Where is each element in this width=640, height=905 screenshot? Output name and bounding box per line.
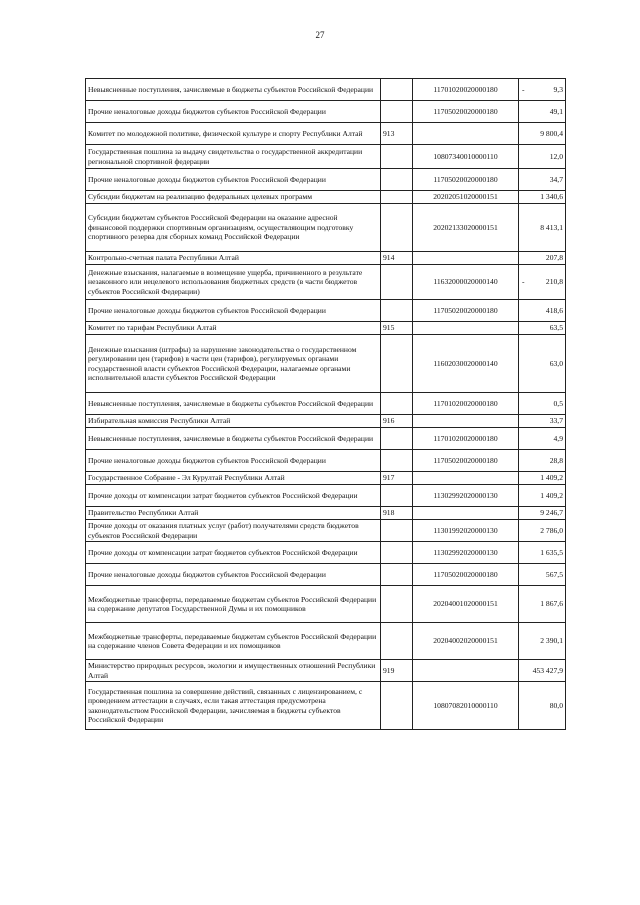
row-amount-cell bbox=[519, 428, 566, 450]
row-name-cell: Межбюджетные трансферты, передаваемые бюджетам субъектов Российской Федерации на содержание членов Совета Федерации и их помощников bbox=[86, 623, 381, 660]
row-revenue-code-cell: 11302992020000130 bbox=[413, 485, 519, 507]
table-row bbox=[86, 252, 566, 265]
row-amount-cell bbox=[519, 169, 566, 191]
amount-value: 2 786,0 bbox=[540, 525, 563, 535]
amount-value: 34,7 bbox=[549, 174, 563, 184]
table-row bbox=[86, 300, 566, 322]
row-name-cell: Невыясненные поступления, зачисляемые в бюджеты субъектов Российской Федерации bbox=[86, 79, 381, 101]
row-admin-code-cell: 915 bbox=[381, 322, 413, 335]
amount-value: 9,3 bbox=[553, 84, 563, 94]
amount-value: 1 635,5 bbox=[540, 547, 563, 557]
row-amount-cell bbox=[519, 335, 566, 393]
table-row bbox=[86, 660, 566, 682]
row-amount-cell bbox=[519, 393, 566, 415]
row-revenue-code-cell bbox=[413, 252, 519, 265]
row-admin-code-cell bbox=[381, 520, 413, 542]
row-name-cell: Государственная пошлина за совершение действий, связанных с лицензированием, с проведением аттестации в случаях, если такая аттестация предусмотрена законодательством Российской Федерации, зачисляемая в бюджеты субъектов Российской Федерации bbox=[86, 682, 381, 730]
row-admin-code-cell: 919 bbox=[381, 660, 413, 682]
amount-value: 9 800,4 bbox=[540, 128, 563, 138]
row-amount-cell bbox=[519, 485, 566, 507]
row-name-cell: Комитет по молодежной политике, физической культуре и спорту Республики Алтай bbox=[86, 123, 381, 145]
row-revenue-code-cell: 11701020020000180 bbox=[413, 393, 519, 415]
row-admin-code-cell bbox=[381, 101, 413, 123]
row-admin-code-cell bbox=[381, 335, 413, 393]
amount-value: 453 427,9 bbox=[532, 665, 563, 675]
amount-value: 1 867,6 bbox=[540, 599, 563, 609]
row-amount-cell bbox=[519, 450, 566, 472]
table-row bbox=[86, 428, 566, 450]
table-row bbox=[86, 169, 566, 191]
row-amount-cell bbox=[519, 322, 566, 335]
row-revenue-code-cell: 11705020020000180 bbox=[413, 564, 519, 586]
table-row bbox=[86, 472, 566, 485]
row-amount-cell bbox=[519, 123, 566, 145]
amount-value: 80,0 bbox=[549, 700, 563, 710]
table-row bbox=[86, 520, 566, 542]
table-row bbox=[86, 101, 566, 123]
row-amount-cell bbox=[519, 586, 566, 623]
row-amount-cell bbox=[519, 252, 566, 265]
table-row bbox=[86, 393, 566, 415]
table-row bbox=[86, 322, 566, 335]
row-admin-code-cell: 918 bbox=[381, 507, 413, 520]
row-name-cell: Невыясненные поступления, зачисляемые в бюджеты субъектов Российской Федерации bbox=[86, 393, 381, 415]
amount-value: 207,8 bbox=[545, 253, 563, 263]
amount-value: 33,7 bbox=[549, 416, 563, 426]
table-row bbox=[86, 123, 566, 145]
row-amount-cell bbox=[519, 415, 566, 428]
table-row bbox=[86, 204, 566, 252]
amount-value: 63,0 bbox=[549, 358, 563, 368]
row-revenue-code-cell: 10807082010000110 bbox=[413, 682, 519, 730]
row-admin-code-cell bbox=[381, 682, 413, 730]
row-name-cell: Министерство природных ресурсов, экологии и имущественных отношений Республики Алтай bbox=[86, 660, 381, 682]
row-name-cell: Прочие неналоговые доходы бюджетов субъектов Российской Федерации bbox=[86, 101, 381, 123]
row-admin-code-cell: 917 bbox=[381, 472, 413, 485]
row-admin-code-cell: 913 bbox=[381, 123, 413, 145]
table-row bbox=[86, 415, 566, 428]
row-amount-cell bbox=[519, 145, 566, 169]
row-name-cell: Невыясненные поступления, зачисляемые в бюджеты субъектов Российской Федерации bbox=[86, 428, 381, 450]
row-amount-cell bbox=[519, 520, 566, 542]
row-name-cell: Комитет по тарифам Республики Алтай bbox=[86, 322, 381, 335]
row-admin-code-cell bbox=[381, 586, 413, 623]
row-revenue-code-cell: 11701020020000180 bbox=[413, 428, 519, 450]
row-name-cell: Государственная пошлина за выдачу свидетельства о государственной аккредитации региональной спортивной федерации bbox=[86, 145, 381, 169]
row-name-cell: Правительство Республики Алтай bbox=[86, 507, 381, 520]
row-name-cell: Прочие неналоговые доходы бюджетов субъектов Российской Федерации bbox=[86, 169, 381, 191]
row-revenue-code-cell: 11705020020000180 bbox=[413, 101, 519, 123]
table-row bbox=[86, 145, 566, 169]
dash-mark: - bbox=[522, 276, 525, 286]
amount-value: 12,0 bbox=[549, 151, 563, 161]
row-revenue-code-cell bbox=[413, 322, 519, 335]
row-admin-code-cell bbox=[381, 265, 413, 300]
row-revenue-code-cell bbox=[413, 507, 519, 520]
amount-value: 2 390,1 bbox=[540, 636, 563, 646]
row-admin-code-cell bbox=[381, 204, 413, 252]
row-amount-cell bbox=[519, 682, 566, 730]
table-row bbox=[86, 623, 566, 660]
row-amount-cell bbox=[519, 623, 566, 660]
row-admin-code-cell bbox=[381, 169, 413, 191]
row-revenue-code-cell: 11705020020000180 bbox=[413, 450, 519, 472]
row-name-cell: Субсидии бюджетам субъектов Российской Федерации на оказание адресной финансовой поддержки спортивным организациям, осуществляющим подготовку спортивного резерва для сборных команд Российской Федерации bbox=[86, 204, 381, 252]
amount-value: 9 246,7 bbox=[540, 508, 563, 518]
amount-value: 8 413,1 bbox=[540, 222, 563, 232]
table-row bbox=[86, 564, 566, 586]
row-admin-code-cell bbox=[381, 79, 413, 101]
row-revenue-code-cell: 20204002020000151 bbox=[413, 623, 519, 660]
row-admin-code-cell bbox=[381, 542, 413, 564]
table-row bbox=[86, 586, 566, 623]
row-revenue-code-cell: 20204001020000151 bbox=[413, 586, 519, 623]
row-revenue-code-cell bbox=[413, 123, 519, 145]
table-row bbox=[86, 265, 566, 300]
amount-value: 1 340,6 bbox=[540, 192, 563, 202]
table-row bbox=[86, 485, 566, 507]
row-revenue-code-cell: 11301992020000130 bbox=[413, 520, 519, 542]
row-revenue-code-cell: 11705020020000180 bbox=[413, 300, 519, 322]
table-row bbox=[86, 79, 566, 101]
amount-value: 49,1 bbox=[549, 106, 563, 116]
row-admin-code-cell bbox=[381, 623, 413, 660]
amount-value: 28,8 bbox=[549, 455, 563, 465]
row-admin-code-cell bbox=[381, 564, 413, 586]
row-revenue-code-cell bbox=[413, 472, 519, 485]
table-row bbox=[86, 507, 566, 520]
row-admin-code-cell bbox=[381, 428, 413, 450]
row-admin-code-cell bbox=[381, 450, 413, 472]
row-revenue-code-cell: 20202133020000151 bbox=[413, 204, 519, 252]
row-name-cell: Денежные взыскания, налагаемые в возмещение ущерба, причиненного в результате незаконного или нецелевого использования бюджетных средств (в части бюджетов субъектов Российской Федерации) bbox=[86, 265, 381, 300]
table-row bbox=[86, 191, 566, 204]
row-name-cell: Прочие доходы от оказания платных услуг (работ) получателями средств бюджетов субъектов Российской Федерации bbox=[86, 520, 381, 542]
row-revenue-code-cell: 11701020020000180 bbox=[413, 79, 519, 101]
revenue-table bbox=[85, 78, 566, 730]
table-row bbox=[86, 542, 566, 564]
row-admin-code-cell: 916 bbox=[381, 415, 413, 428]
table-row bbox=[86, 450, 566, 472]
row-admin-code-cell bbox=[381, 485, 413, 507]
row-amount-cell bbox=[519, 507, 566, 520]
row-revenue-code-cell: 11632000020000140 bbox=[413, 265, 519, 300]
row-name-cell: Контрольно-счетная палата Республики Алтай bbox=[86, 252, 381, 265]
row-amount-cell bbox=[519, 79, 566, 101]
row-amount-cell bbox=[519, 472, 566, 485]
amount-value: 567,5 bbox=[545, 569, 563, 579]
amount-value: 1 409,2 bbox=[540, 490, 563, 500]
row-name-cell: Государственное Собрание - Эл Курултай Республики Алтай bbox=[86, 472, 381, 485]
row-revenue-code-cell: 11705020020000180 bbox=[413, 169, 519, 191]
row-name-cell: Прочие неналоговые доходы бюджетов субъектов Российской Федерации bbox=[86, 564, 381, 586]
page-number: 27 bbox=[315, 30, 325, 40]
row-name-cell: Избирательная комиссия Республики Алтай bbox=[86, 415, 381, 428]
amount-value: 0,5 bbox=[553, 398, 563, 408]
row-revenue-code-cell: 11602030020000140 bbox=[413, 335, 519, 393]
row-revenue-code-cell: 10807340010000110 bbox=[413, 145, 519, 169]
row-revenue-code-cell bbox=[413, 660, 519, 682]
amount-value: 1 409,2 bbox=[540, 473, 563, 483]
row-admin-code-cell bbox=[381, 145, 413, 169]
amount-value: 63,5 bbox=[549, 323, 563, 333]
table-row bbox=[86, 682, 566, 730]
row-name-cell: Межбюджетные трансферты, передаваемые бюджетам субъектов Российской Федерации на содержание депутатов Государственной Думы и их помощников bbox=[86, 586, 381, 623]
row-admin-code-cell bbox=[381, 191, 413, 204]
row-admin-code-cell: 914 bbox=[381, 252, 413, 265]
row-name-cell: Денежные взыскания (штрафы) за нарушение законодательства о государственном регулировании цен (тарифов) в части цен (тарифов), регулируемых органами государственной власти субъектов Российской Федерации, налагаемые органами исполнительной власти субъектов Российской Федерации bbox=[86, 335, 381, 393]
amount-value: 418,6 bbox=[545, 305, 563, 315]
row-revenue-code-cell: 20202051020000151 bbox=[413, 191, 519, 204]
row-amount-cell bbox=[519, 265, 566, 300]
row-name-cell: Прочие доходы от компенсации затрат бюджетов субъектов Российской Федерации bbox=[86, 485, 381, 507]
table-row bbox=[86, 335, 566, 393]
row-amount-cell bbox=[519, 101, 566, 123]
row-name-cell: Прочие неналоговые доходы бюджетов субъектов Российской Федерации bbox=[86, 300, 381, 322]
row-amount-cell bbox=[519, 191, 566, 204]
row-admin-code-cell bbox=[381, 393, 413, 415]
dash-mark: - bbox=[522, 84, 525, 94]
row-name-cell: Субсидии бюджетам на реализацию федеральных целевых программ bbox=[86, 191, 381, 204]
row-amount-cell bbox=[519, 660, 566, 682]
amount-value: 210,8 bbox=[545, 277, 563, 287]
row-amount-cell bbox=[519, 300, 566, 322]
row-revenue-code-cell bbox=[413, 415, 519, 428]
row-amount-cell bbox=[519, 564, 566, 586]
row-amount-cell bbox=[519, 542, 566, 564]
row-revenue-code-cell: 11302992020000130 bbox=[413, 542, 519, 564]
row-name-cell: Прочие доходы от компенсации затрат бюджетов субъектов Российской Федерации bbox=[86, 542, 381, 564]
row-amount-cell bbox=[519, 204, 566, 252]
amount-value: 4,9 bbox=[553, 433, 563, 443]
row-admin-code-cell bbox=[381, 300, 413, 322]
row-name-cell: Прочие неналоговые доходы бюджетов субъектов Российской Федерации bbox=[86, 450, 381, 472]
